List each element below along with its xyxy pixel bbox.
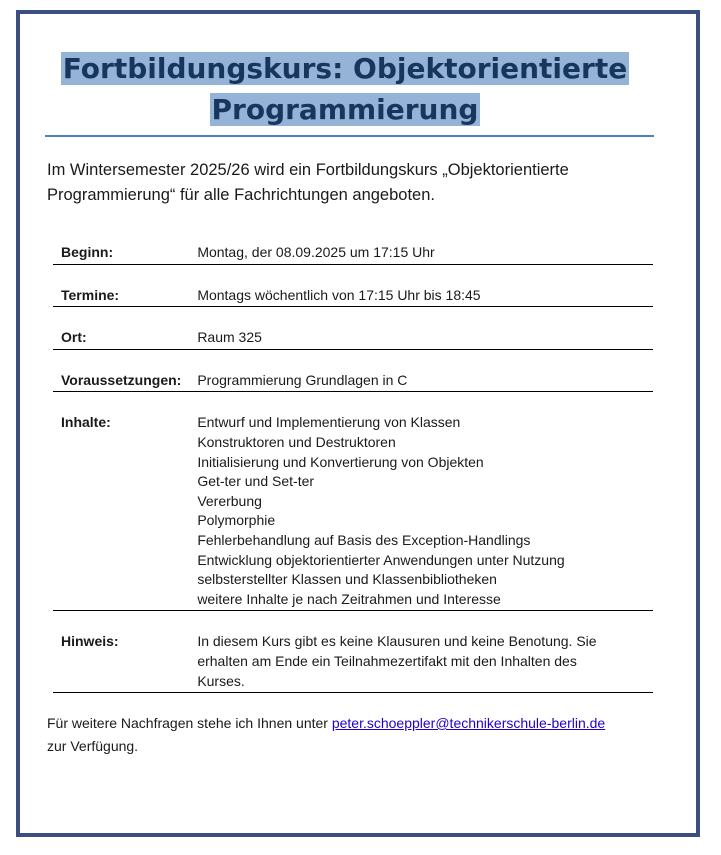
course-info-table: [53, 240, 653, 693]
label-prerequisites: Voraussetzungen:: [61, 371, 182, 388]
content-item: Entwicklung objektorientierter Anwendungen unter Nutzung: [197, 551, 565, 568]
value-prerequisites: Programmierung Grundlagen in C: [197, 371, 408, 388]
content-item: Vererbung: [197, 492, 262, 509]
content-item: selbsterstellter Klassen und Klassenbibliotheken: [197, 571, 497, 588]
content-item: Konstruktoren und Destruktoren: [197, 433, 396, 450]
contact-text-after: zur Verfügung.: [47, 738, 139, 754]
row-dates: [53, 264, 653, 307]
title-line-2: Programmierung: [211, 93, 479, 126]
content-item: Initialisierung und Konvertierung von Objekten: [197, 453, 484, 470]
value-dates: Montags wöchentlich von 17:15 Uhr bis 18:45: [197, 286, 481, 303]
value-contents: [189, 392, 653, 611]
title-divider: [45, 135, 654, 137]
contact-paragraph: [47, 712, 667, 758]
label-place: Ort:: [61, 329, 87, 346]
content-item: Get-ter und Set-ter: [197, 473, 315, 490]
label-contents: Inhalte:: [61, 414, 111, 431]
row-prerequisites: [53, 349, 653, 392]
page-title: [30, 48, 660, 130]
contact-text-before: Für weitere Nachfragen stehe ich Ihnen unter: [47, 715, 332, 731]
row-note: [53, 611, 653, 693]
label-note: Hinweis:: [61, 633, 119, 650]
value-begin: Montag, der 08.09.2025 um 17:15 Uhr: [197, 244, 435, 260]
label-begin: Beginn:: [61, 244, 114, 260]
row-place: [53, 307, 653, 350]
content-item: Fehlerbehandlung auf Basis des Exception-Handlings: [197, 531, 531, 548]
note-line: erhalten am Ende ein Teilnahmezertifakt mit den Inhalten des: [197, 652, 577, 669]
row-begin: [53, 240, 653, 264]
intro-paragraph: Im Wintersemester 2025/26 wird ein Fortbildungskurs „Objektorientierte Programmierung“ für alle Fachrichtungen angeboten.: [47, 161, 569, 204]
content-item: Entwurf und Implementierung von Klassen: [197, 414, 461, 431]
title-line-1: Fortbildungskurs: Objektorientierte: [62, 52, 628, 85]
content-item: Polymorphie: [197, 512, 276, 529]
contact-email-link[interactable]: peter.schoeppler@technikerschule-berlin.de: [331, 715, 606, 731]
row-contents: [53, 392, 653, 611]
content-item: weitere Inhalte je nach Zeitrahmen und Interesse: [197, 590, 501, 607]
value-place: Raum 325: [197, 329, 262, 346]
note-line: Kurses.: [197, 672, 245, 689]
label-dates: Termine:: [61, 286, 120, 303]
value-note: [189, 611, 653, 693]
note-line: In diesem Kurs gibt es keine Klausuren und keine Benotung. Sie: [197, 633, 597, 650]
